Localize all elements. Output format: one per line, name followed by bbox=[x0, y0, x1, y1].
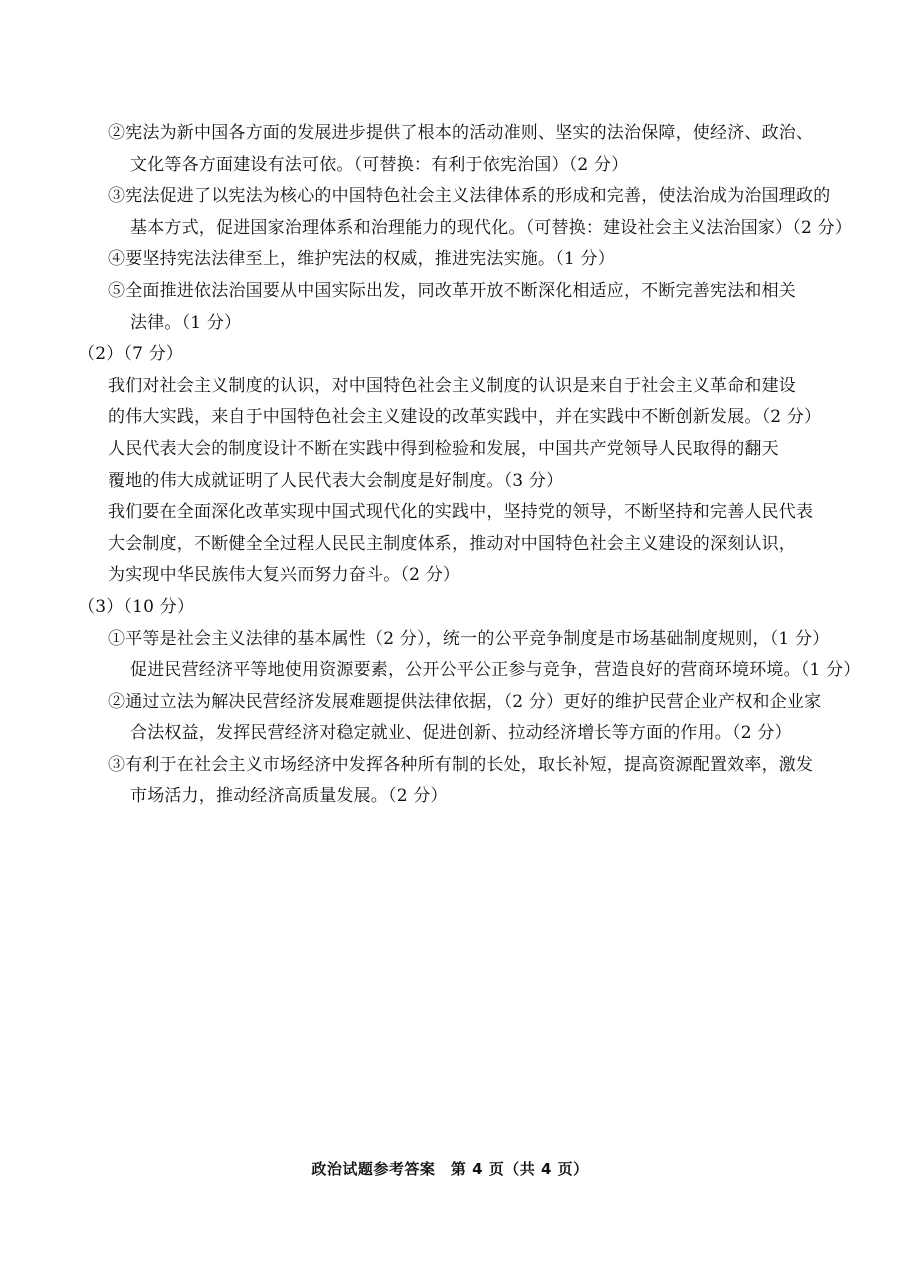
answer-line: 我们对社会主义制度的认识，对中国特色社会主义制度的认识是来自于社会主义革命和建设 bbox=[108, 375, 796, 396]
answer-line: 市场活力，推动经济高质量发展。（2 分） bbox=[130, 786, 448, 807]
answer-line: 大会制度，不断健全全过程人民民主制度体系，推动对中国特色社会主义建设的深刻认识， bbox=[108, 533, 796, 554]
answer-line: 促进民营经济平等地使用资源要素，公开公平公正参与竞争，营造良好的营商环境环境。（1 分） bbox=[130, 660, 861, 681]
answer-line: ④要坚持宪法法律至上，维护宪法的权威，推进宪法实施。（1 分） bbox=[108, 249, 615, 270]
answer-line: ③有利于在社会主义市场经济中发挥各种所有制的长处，取长补短，提高资源配置效率，激发 bbox=[108, 754, 814, 775]
answer-line: （2）（7 分） bbox=[78, 344, 184, 365]
answer-line: 人民代表大会的制度设计不断在实践中得到检验和发展，中国共产党领导人民取得的翻天 bbox=[108, 438, 779, 459]
answer-line: ⑤全面推进依法治国要从中国实际出发，同改革开放不断深化相适应，不断完善宪法和相关 bbox=[108, 280, 796, 301]
answer-line: ③宪法促进了以宪法为核心的中国特色社会主义法律体系的形成和完善，使法治成为治国理政的 bbox=[108, 186, 831, 207]
answer-line: 文化等各方面建设有法可依。（可替换：有利于依宪治国）（2 分） bbox=[130, 154, 629, 175]
answer-line: 覆地的伟大成就证明了人民代表大会制度是好制度。（3 分） bbox=[108, 470, 564, 491]
answer-line: ①平等是社会主义法律的基本属性（2 分），统一的公平竞争制度是市场基础制度规则，（1 分） bbox=[108, 628, 830, 649]
answer-content bbox=[78, 118, 861, 813]
answer-line: 合法权益，发挥民营经济对稳定就业、促进创新、拉动经济增长等方面的作用。（2 分） bbox=[130, 723, 792, 744]
answer-line: 基本方式，促进国家治理体系和治理能力的现代化。（可替换：建设社会主义法治国家）（2 分） bbox=[130, 217, 853, 238]
answer-line: （3）（10 分） bbox=[78, 596, 195, 617]
answer-line: 我们要在全面深化改革实现中国式现代化的实践中，坚持党的领导，不断坚持和完善人民代表 bbox=[108, 502, 814, 523]
answer-line: 的伟大实践，来自于中国特色社会主义建设的改革实践中，并在实践中不断创新发展。（2 分） bbox=[108, 407, 822, 428]
answer-line: 为实现中华民族伟大复兴而努力奋斗。（2 分） bbox=[108, 565, 461, 586]
page-footer: 政治试题参考答案 第 4 页（共 4 页） bbox=[311, 1160, 589, 1178]
answer-line: ②宪法为新中国各方面的发展进步提供了根本的活动准则、坚实的法治保障，使经济、政治、 bbox=[108, 123, 814, 143]
answer-line: ②通过立法为解决民营经济发展难题提供法律依据，（2 分）更好的维护民营企业产权和企业家 bbox=[108, 691, 822, 712]
answer-line: 法律。（1 分） bbox=[130, 312, 242, 333]
